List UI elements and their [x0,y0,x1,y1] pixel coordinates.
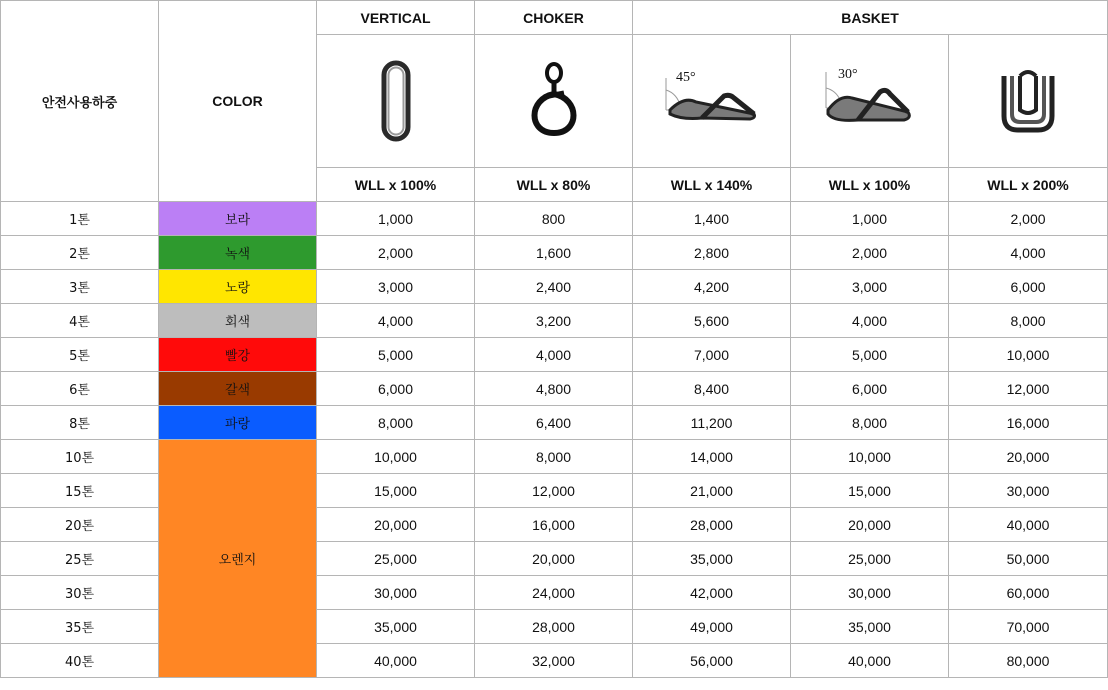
value-cell: 56,000 [633,644,791,678]
value-cell: 5,000 [317,338,475,372]
value-cell: 5,000 [791,338,949,372]
table-row [1,304,1108,338]
color-swatch-cell: 녹색 [159,236,317,270]
value-cell: 10,000 [791,440,949,474]
value-cell: 2,400 [475,270,633,304]
value-cell: 3,000 [791,270,949,304]
color-swatch-cell: 회색 [159,304,317,338]
wll-choker: WLL x 80% [475,168,633,202]
wll-vertical: WLL x 100% [317,168,475,202]
color-swatch-cell: 보라 [159,202,317,236]
capacity-cell: 8톤 [1,406,159,440]
color-header: COLOR [159,1,317,202]
value-cell: 8,000 [949,304,1108,338]
value-cell: 12,000 [475,474,633,508]
capacity-cell: 25톤 [1,542,159,576]
value-cell: 40,000 [949,508,1108,542]
value-cell: 2,000 [791,236,949,270]
capacity-cell: 6톤 [1,372,159,406]
value-cell: 7,000 [633,338,791,372]
vertical-hitch-cell [317,35,475,168]
value-cell: 15,000 [791,474,949,508]
table-row [1,236,1108,270]
vertical-header: VERTICAL [317,1,475,35]
value-cell: 8,000 [317,406,475,440]
table-row [1,270,1108,304]
capacity-cell: 35톤 [1,610,159,644]
color-swatch-cell: 노랑 [159,270,317,304]
value-cell: 40,000 [317,644,475,678]
wll-basket-vertical: WLL x 200% [949,168,1108,202]
basket-header: BASKET [633,1,1108,35]
value-cell: 28,000 [633,508,791,542]
capacity-cell: 5톤 [1,338,159,372]
value-cell: 6,000 [949,270,1108,304]
basket-30-hitch-icon [820,66,920,136]
value-cell: 49,000 [633,610,791,644]
basket-vertical-hitch-icon [996,66,1060,136]
value-cell: 20,000 [949,440,1108,474]
value-cell: 30,000 [791,576,949,610]
value-cell: 35,000 [791,610,949,644]
value-cell: 14,000 [633,440,791,474]
value-cell: 21,000 [633,474,791,508]
value-cell: 4,000 [791,304,949,338]
capacity-cell: 20톤 [1,508,159,542]
capacity-cell: 10톤 [1,440,159,474]
value-cell: 35,000 [633,542,791,576]
value-cell: 1,000 [317,202,475,236]
value-cell: 28,000 [475,610,633,644]
value-cell: 42,000 [633,576,791,610]
value-cell: 20,000 [475,542,633,576]
value-cell: 1,600 [475,236,633,270]
value-cell: 2,800 [633,236,791,270]
value-cell: 16,000 [949,406,1108,440]
value-cell: 20,000 [317,508,475,542]
capacity-cell: 15톤 [1,474,159,508]
value-cell: 800 [475,202,633,236]
value-cell: 2,000 [949,202,1108,236]
value-cell: 10,000 [317,440,475,474]
value-cell: 4,800 [475,372,633,406]
angle-45-label: 45° [675,70,696,85]
value-cell: 11,200 [633,406,791,440]
choker-hitch-icon [524,61,584,141]
value-cell: 4,000 [949,236,1108,270]
value-cell: 4,000 [317,304,475,338]
value-cell: 32,000 [475,644,633,678]
value-cell: 6,400 [475,406,633,440]
table-row [1,372,1108,406]
value-cell: 60,000 [949,576,1108,610]
value-cell: 3,000 [317,270,475,304]
value-cell: 30,000 [949,474,1108,508]
value-cell: 1,000 [791,202,949,236]
value-cell: 12,000 [949,372,1108,406]
capacity-cell: 40톤 [1,644,159,678]
value-cell: 4,000 [475,338,633,372]
value-cell: 16,000 [475,508,633,542]
basket-30-hitch-cell [791,35,949,168]
table-row [1,338,1108,372]
table-row [1,406,1108,440]
value-cell: 24,000 [475,576,633,610]
capacity-cell: 30톤 [1,576,159,610]
capacity-cell: 1톤 [1,202,159,236]
capacity-cell: 2톤 [1,236,159,270]
value-cell: 8,000 [791,406,949,440]
basket-45-hitch-cell [633,35,791,168]
value-cell: 80,000 [949,644,1108,678]
choker-header: CHOKER [475,1,633,35]
color-swatch-cell: 갈색 [159,372,317,406]
table-row [1,202,1108,236]
value-cell: 2,000 [317,236,475,270]
basket-vertical-hitch-cell [949,35,1108,168]
color-swatch-cell: 파랑 [159,406,317,440]
value-cell: 50,000 [949,542,1108,576]
value-cell: 3,200 [475,304,633,338]
value-cell: 5,600 [633,304,791,338]
vertical-hitch-icon [376,59,416,143]
value-cell: 40,000 [791,644,949,678]
value-cell: 35,000 [317,610,475,644]
choker-hitch-cell [475,35,633,168]
value-cell: 1,400 [633,202,791,236]
capacity-cell: 3톤 [1,270,159,304]
value-cell: 20,000 [791,508,949,542]
table-row [1,440,1108,474]
value-cell: 8,400 [633,372,791,406]
value-cell: 15,000 [317,474,475,508]
basket-45-hitch-icon [662,66,762,136]
value-cell: 6,000 [317,372,475,406]
capacity-cell: 4톤 [1,304,159,338]
value-cell: 25,000 [317,542,475,576]
value-cell: 6,000 [791,372,949,406]
value-cell: 25,000 [791,542,949,576]
color-swatch-cell-merged: 오렌지 [159,440,317,678]
wll-basket-30: WLL x 100% [791,168,949,202]
wll-basket-45: WLL x 140% [633,168,791,202]
value-cell: 8,000 [475,440,633,474]
angle-30-label: 30° [837,67,858,82]
value-cell: 4,200 [633,270,791,304]
value-cell: 30,000 [317,576,475,610]
value-cell: 10,000 [949,338,1108,372]
value-cell: 70,000 [949,610,1108,644]
capacity-header: 안전사용하중 [1,1,159,202]
color-swatch-cell: 빨강 [159,338,317,372]
